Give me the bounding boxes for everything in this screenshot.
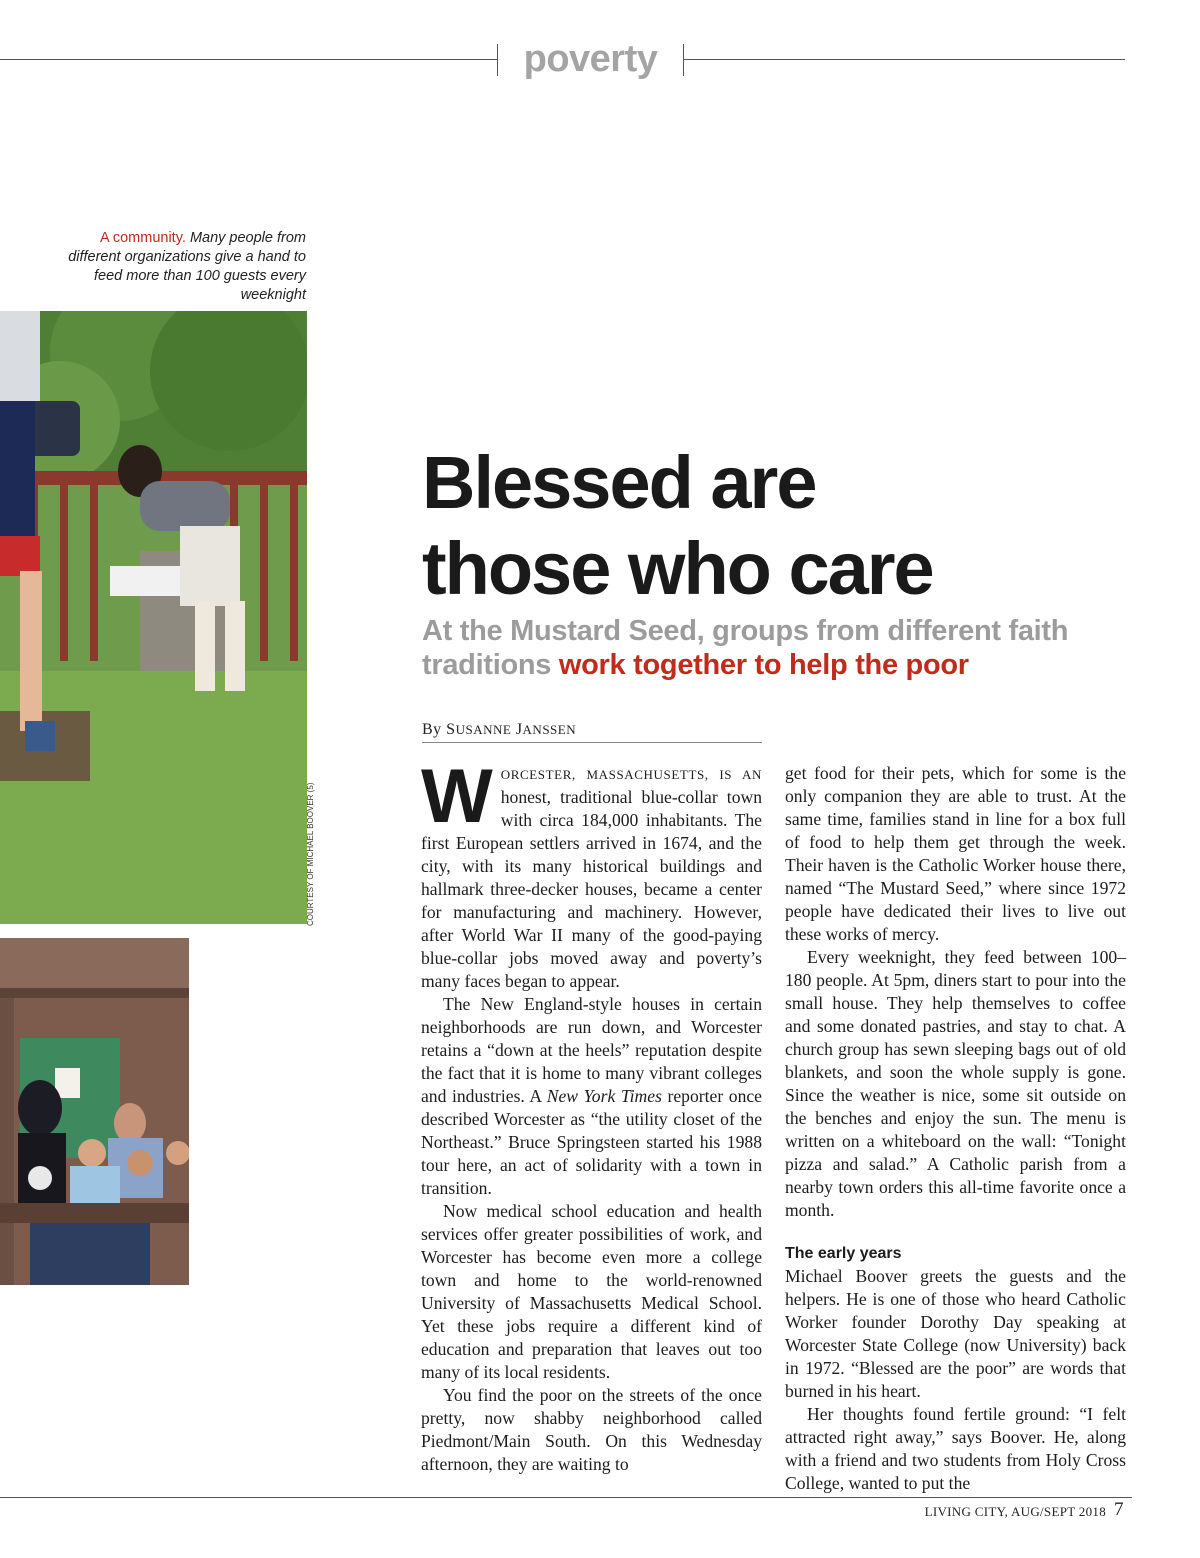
section-rule-right: [684, 59, 1125, 60]
lead-in-smallcaps: ORCESTER, MASSACHUSETTS, IS AN: [500, 767, 762, 782]
section-label: poverty: [523, 38, 658, 80]
porch-photo-illustration: [0, 938, 189, 1285]
body-column-2: [785, 762, 1126, 1495]
paragraph-2: [421, 993, 762, 1200]
byline-author-last: JANSSEN: [515, 721, 577, 738]
page-number: 7: [1114, 1499, 1124, 1520]
byline-by: By: [422, 721, 442, 738]
byline-author-first: SUSANNE: [446, 721, 512, 738]
footer-rule: [0, 1497, 1132, 1498]
paragraph-2-text-b: reporter once described Worcester as “the utility closet of the Northeast.” Bruce Springsteen started his 1988 tour here, an act of solidarity with a town in transition.: [421, 1086, 762, 1198]
headline: [422, 440, 1142, 612]
paragraph-1: [421, 754, 762, 993]
paragraph-3: Now medical school education and health services offer greater possibilities of work, and Worcester has become even more a college town and home to the world-renowned University of Massachusetts Medical School. Yet these jobs require a different kind of education and preparation that leaves out too many of its local residents.: [421, 1201, 762, 1382]
paragraph-1-text: honest, traditional blue-collar town with circa 184,000 inhabitants. The first European settlers arrived in 1674, and the city, with its many historical buildings and hallmark three-decker houses, became a center for manufacturing and machinery. However, after World War II many of the good-paying blue-collar jobs moved away and poverty’s many faces began to appear.: [421, 787, 762, 991]
section-rule-tick-right: [683, 44, 684, 76]
paragraph-7: Michael Boover greets the guests and the helpers. He is one of those who heard Catholic Worker founder Dorothy Day speaking at Worcester State College (now University) back in 1972. “Blessed are the poor” are words that burned in his heart.: [785, 1266, 1126, 1401]
volunteers-garden-photo: [0, 311, 307, 924]
caption-lead: A community.: [99, 230, 186, 246]
footer-publication: LIVING CITY, AUG/SEPT 2018: [924, 1504, 1106, 1519]
deck-red-text: work together to help the poor: [558, 649, 969, 681]
photo-credit: COURTESY OF MICHAEL BOOVER (5): [306, 782, 315, 926]
body-column-1: [421, 754, 762, 1476]
paragraph-5: get food for their pets, which for some is the only companion they are able to trust. At the same time, families stand in line for a box full of food to help them get through the week. Their haven is the Catholic Worker house there, named “The Mustard Seed,” where since 1972 people have dedicated their lives to live out these works of mercy.: [785, 763, 1126, 944]
drop-cap: W: [421, 754, 493, 839]
photo-caption: [60, 229, 306, 305]
paragraph-2-italic: New York Times: [546, 1086, 662, 1106]
byline: [422, 721, 762, 743]
headline-line-1: Blessed are: [422, 441, 816, 524]
headline-line-2: those who care: [422, 527, 933, 610]
section-rule-left: [0, 59, 497, 60]
caption-body: Many people from different organizations give a hand to feed more than 100 guests every weeknight: [68, 230, 306, 303]
paragraph-8: Her thoughts found fertile ground: “I felt attracted right away,” says Boover. He, along with a friend and two students from Holy Cross College, wanted to put the: [785, 1404, 1126, 1493]
paragraph-6: Every weeknight, they feed between 100–180 people. At 5pm, diners start to pour into the small house. They help themselves to coffee and some donated pastries, and stay to chat. A church group has sewn sleeping bags out of old blankets, and soon the whole supply is gone. Since the weather is nice, some sit outside on the benches and enjoy the sun. The menu is written on a whiteboard on the wall: “Tonight pizza and salad.” A Catholic parish from a nearby town orders this all-time favorite once a month.: [785, 947, 1126, 1220]
garden-photo-illustration: [0, 311, 307, 924]
paragraph-4: You find the poor on the streets of the once pretty, now shabby neighborhood called Piedmont/Main South. On this Wednesday afternoon, they are waiting to: [421, 1385, 762, 1474]
deck-gray-text: At the Mustard Seed, groups from different faith traditions: [422, 615, 1069, 681]
deck: [422, 614, 1182, 682]
paragraph-2-text-a: The New England-style houses in certain neighborhoods are run down, and Worcester retains a “down at the heels” reputation despite the fact that it is home to many vibrant colleges and industries. A: [421, 994, 762, 1106]
subhead: The early years: [785, 1245, 902, 1262]
porch-group-photo: [0, 938, 189, 1285]
